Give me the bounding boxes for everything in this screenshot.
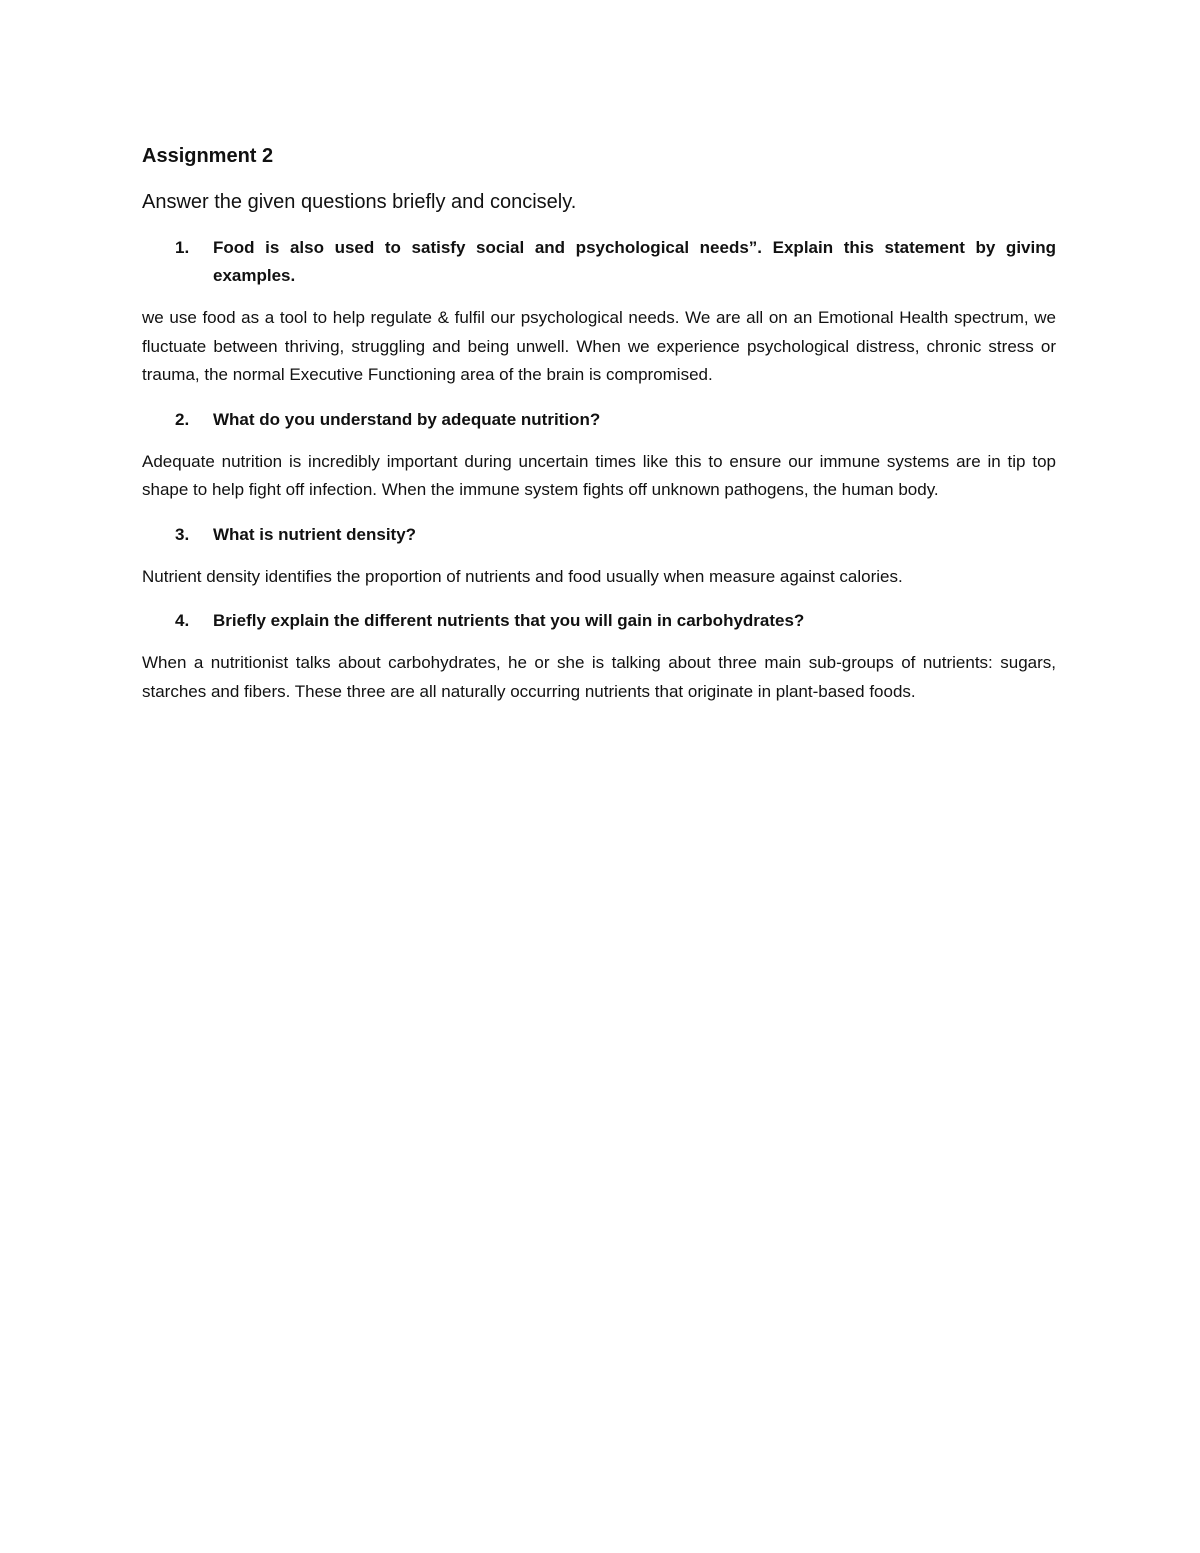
question-1 — [142, 234, 1056, 290]
qa-item-1 — [142, 234, 1056, 390]
answer-4: When a nutritionist talks about carbohydrates, he or she is talking about three main sub-groups of nutrients: sugars, starches and fibers. These three are all naturally occurring nutrients that originate in plant-based foods. — [142, 653, 1056, 701]
answer-3: Nutrient density identifies the proportion of nutrients and food usually when measure against calories. — [142, 566, 903, 586]
question-2 — [142, 406, 1056, 434]
answer-2: Adequate nutrition is incredibly important during uncertain times like this to ensure our immune systems are in tip top shape to help fight off infection. When the immune system fights off unknown pathogens, the human body. — [142, 451, 1056, 499]
qa-item-2 — [142, 406, 1056, 505]
question-number: 3. — [175, 524, 190, 544]
document-instructions: Answer the given questions briefly and concisely. — [142, 191, 577, 213]
question-4 — [142, 607, 1056, 635]
question-3 — [142, 521, 1056, 549]
question-number: 2. — [175, 409, 190, 429]
question-text: What do you understand by adequate nutrition? — [213, 409, 601, 429]
question-number: 1. — [175, 238, 190, 257]
qa-item-3 — [142, 521, 1056, 592]
document-page — [142, 142, 1056, 722]
question-number: 4. — [175, 611, 190, 630]
qa-item-4 — [142, 607, 1056, 706]
document-title: Assignment 2 — [142, 145, 274, 167]
question-text: Briefly explain the different nutrients that you will gain in carbohydrates? — [213, 611, 805, 630]
question-text: Food is also used to satisfy social and psychological needs”. Explain this statement by giving examples. — [213, 238, 1056, 285]
question-text: What is nutrient density? — [213, 524, 417, 544]
answer-1: we use food as a tool to help regulate & fulfil our psychological needs. We are all on an Emotional Health spectrum, we fluctuate between thriving, struggling and being unwell. When we experience psychological distress, chronic stress or trauma, the normal Executive Functioning area of the brain is compromised. — [142, 308, 1056, 384]
